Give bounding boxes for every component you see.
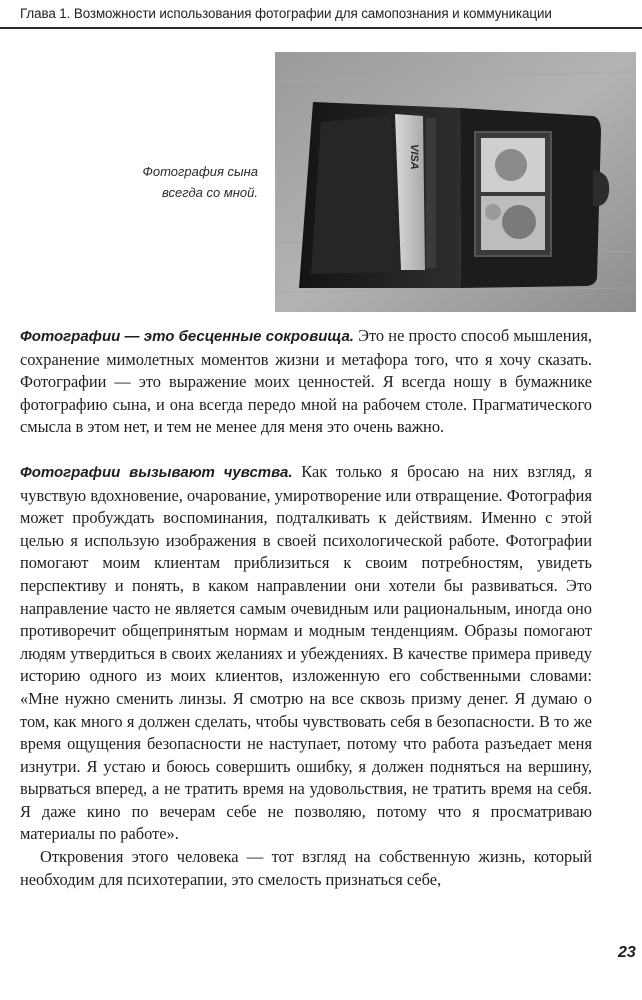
toy-shape <box>485 204 501 220</box>
photo-caption <box>110 161 258 203</box>
paragraph-body: Откровения этого человека — тот взгляд на собственную жизнь, который необходим для психотерапии, это смелость признаться себе, <box>20 847 592 889</box>
paragraph-revelations <box>20 846 592 891</box>
page-number: 23 <box>618 944 636 961</box>
main-text <box>20 325 592 891</box>
chapter-title: Глава 1. Возможности использования фотографии для самопознания и коммуникации <box>20 6 552 21</box>
running-header <box>0 0 642 30</box>
paragraph-lead: Фотографии — это бесценные сокровища. <box>20 328 354 345</box>
paragraph-body: Это не просто способ мышления, сохранение мимолетных моментов жизни и метафора того, что я хочу сказать. Фотографии — это выражение моих ценностей. Я всегда ношу в бумажнике фотографию сына, и она всегда передо мной на рабочем столе. Прагматического смысла в этом нет, и тем не менее для меня это очень важно. <box>20 326 592 437</box>
paragraph-treasures <box>20 325 592 439</box>
paragraph-body: Как только я бросаю на них взгляд, я чувствую вдохновение, очарование, умиротворение или отвращение. Фотография может пробуждать воспоминания, подталкивать к действиям. Именно с этой целью я использую изображения в своей психологической работе. Фотографии помогают моим клиентам приблизиться к своим потребностям, увидеть перспективу и понять, в каком направлении они хотели бы развиваться. Это направление часто не является самым очевидным или рациональным, иногда оно противоречит общепринятым нормам и модным тенденциям. Образы помогают людям утвердиться в своих желаниях и убеждениях. В качестве примера приведу историю одного из моих клиентов, изложенную его собственными словами: «Мне нужно сменить линзы. Я смотрю на все сквозь призму денег. Я думаю о том, как много я должен сделать, чтобы чувствовать себя в безопасности. В то же время ощущения безопасности не наступает, потому что работа разъедает меня изнутри. Я устаю и боюсь совершить ошибку, я должен подняться на вершину, вырваться вперед, а не тратить время на удовольствия, не тратить время на себя. Я даже кино по вечерам себе не позволяю, потому что я просматриваю материалы по работе». <box>20 461 592 844</box>
card-brand: VISA <box>408 144 420 170</box>
son-face-top <box>495 149 527 181</box>
wallet-photo <box>275 52 636 312</box>
header-divider <box>0 27 642 29</box>
son-face-bottom <box>502 205 536 239</box>
paragraph-lead: Фотографии вызывают чувства. <box>20 463 293 481</box>
caption-line-2: всегда со мной. <box>161 185 258 200</box>
caption-line-1: Фотография сына <box>142 164 258 179</box>
paragraph-feelings <box>20 461 592 846</box>
card-slot <box>426 118 436 268</box>
wallet-photo-illustration <box>275 52 636 312</box>
wallet-pocket <box>311 116 397 274</box>
